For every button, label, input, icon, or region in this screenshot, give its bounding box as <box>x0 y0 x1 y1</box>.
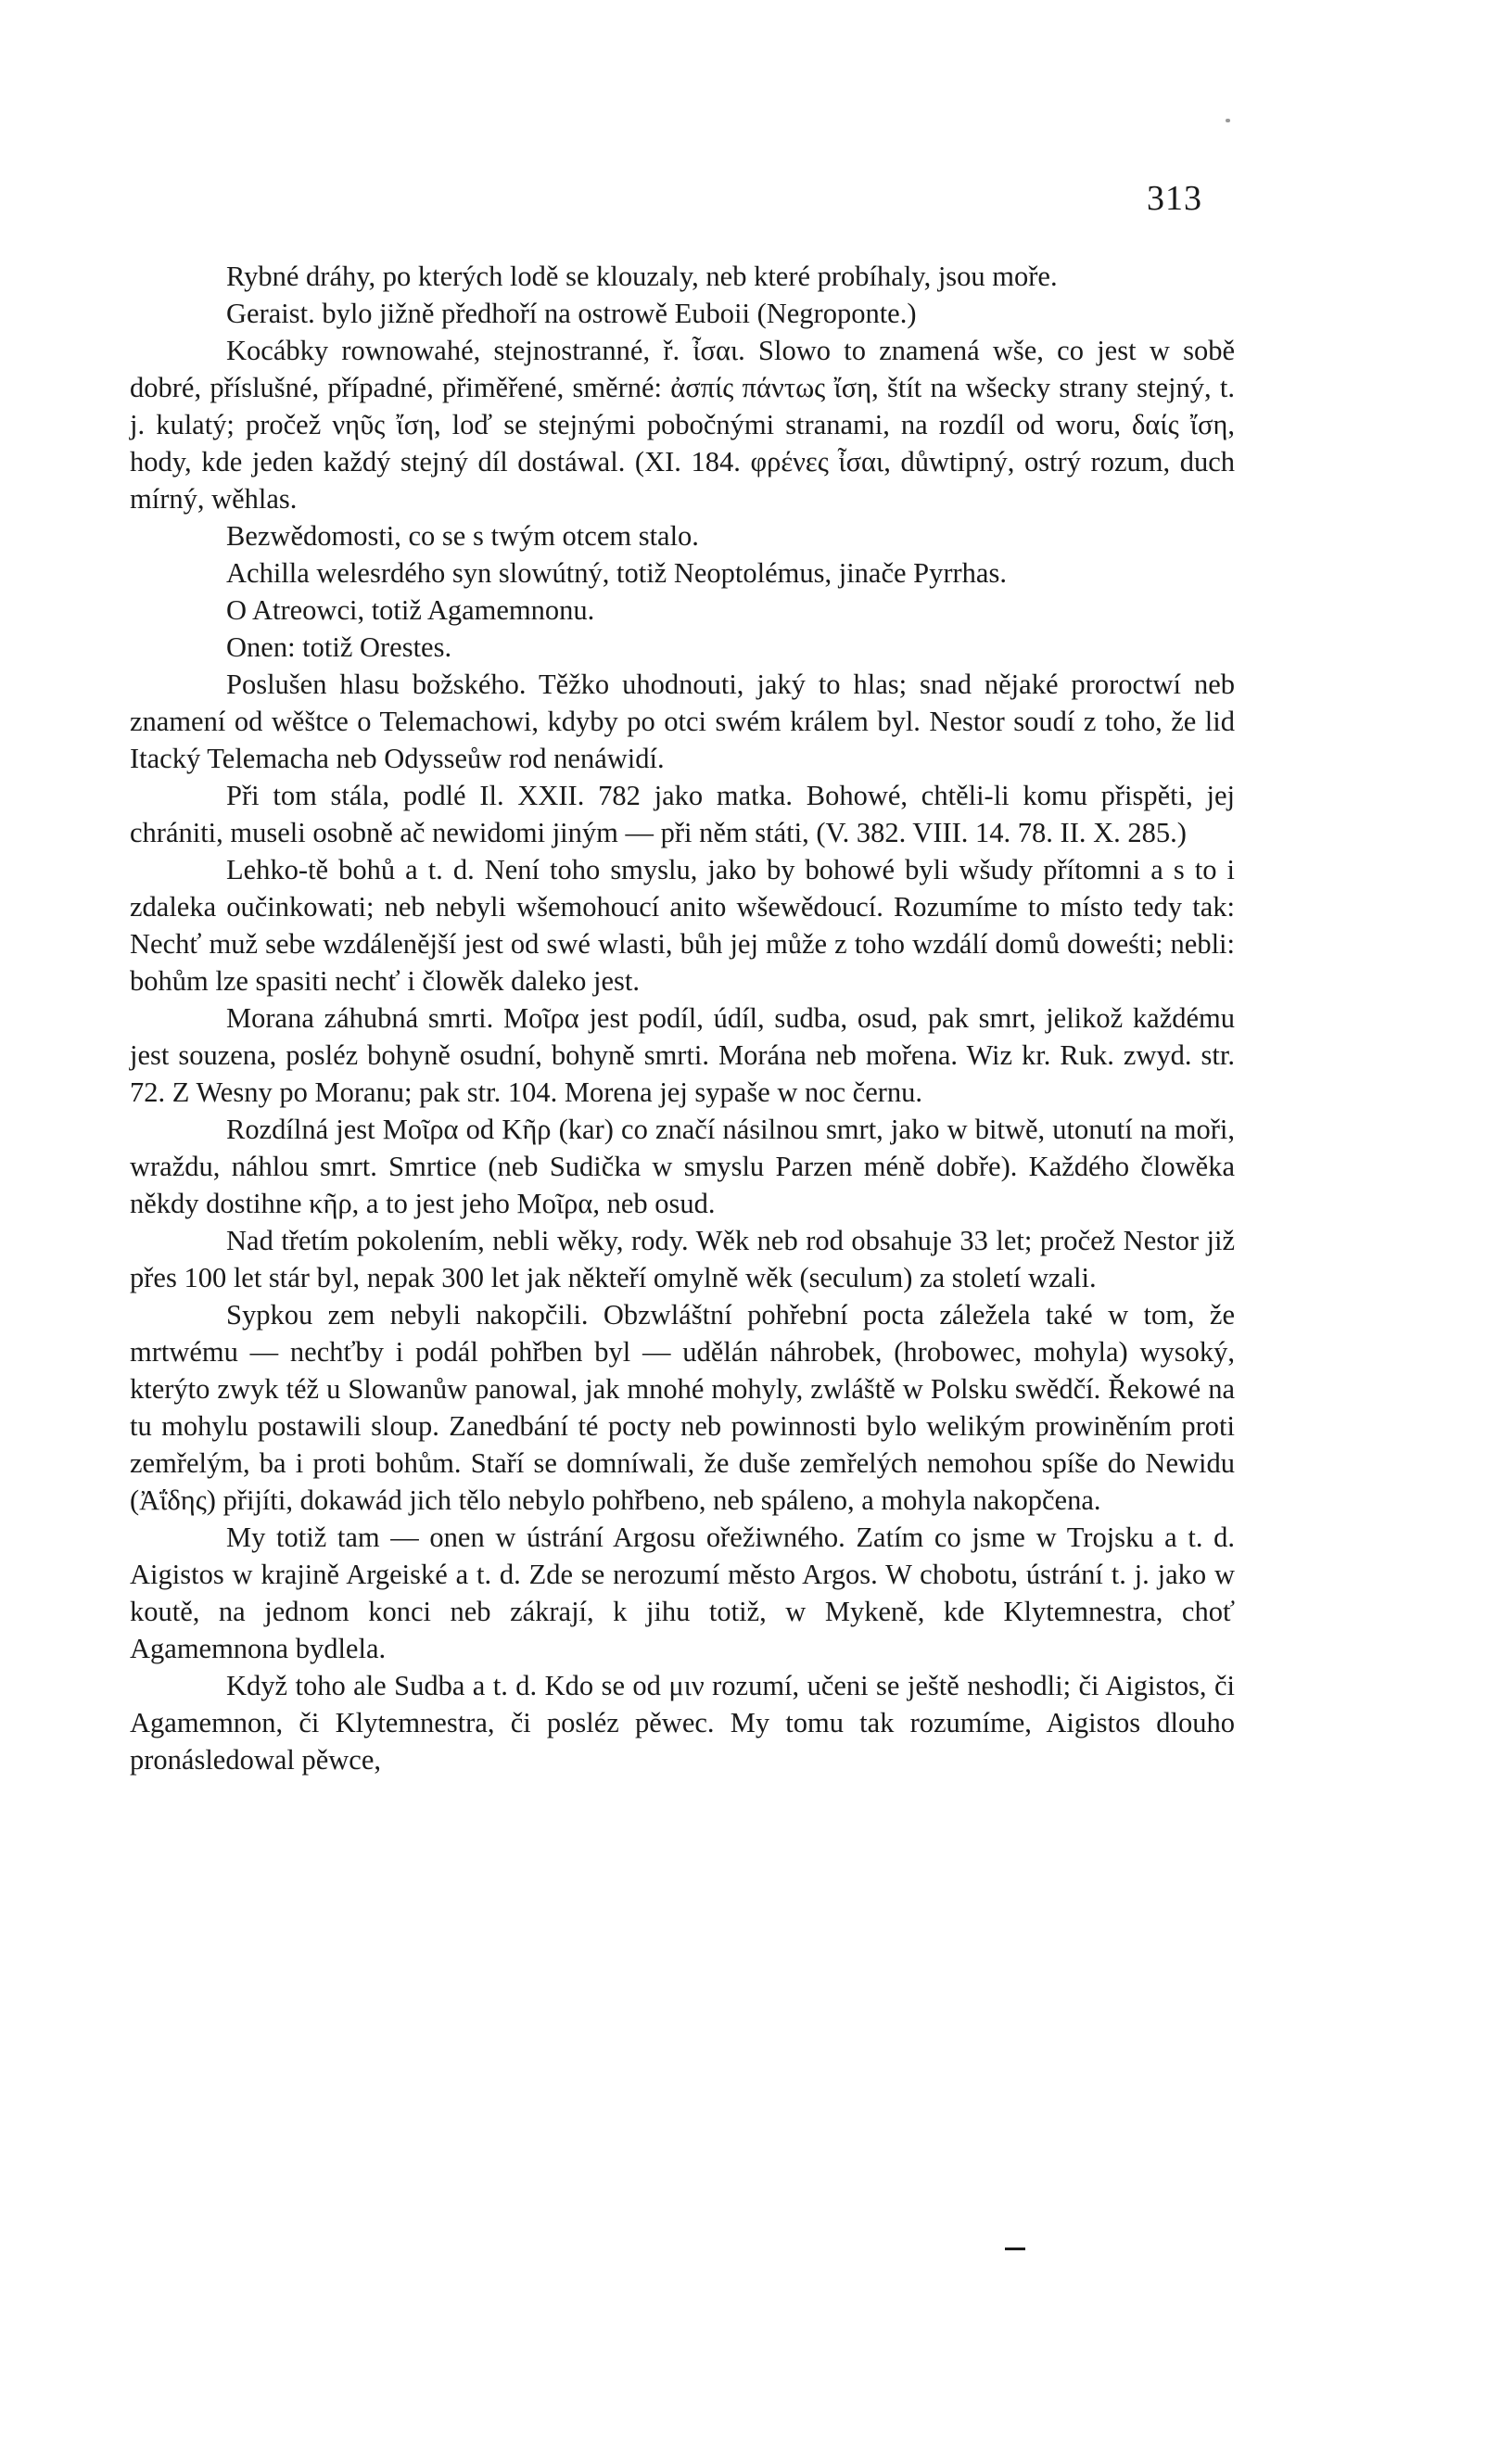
paragraph-nad-tretim: Nad třetím pokolením, nebli wěky, rody. Wěk neb rod obsahuje 33 let; pročež Nestor již přes 100 let stár byl, nepak 300 let jak někteří omylně wěk (seculum) za století wzali. <box>130 1225 1235 1293</box>
paragraph-onen: Onen: totiž Orestes. <box>226 631 452 663</box>
paragraph-kdyz-toho: Když toho ale Sudba a t. d. Kdo se od μιν rozumí, učeni se ještě neshodli; či Aigistos, či Agamemnon, či Klytemnestra, či posléz pěwec. My tomu tak rozumíme, Aigistos dlouho pronásledowal pěwce, <box>130 1670 1235 1776</box>
paragraph-poslusen: Poslušen hlasu božského. Těžko uhodnouti, jaký to hlas; snad nějaké proroctwí neb znamení od wěštce o Telemachowi, kdyby po otci swém králem byl. Nestor soudí z toho, že lid Itacký Telemacha neb Odysseůw rod nenáwidí. <box>130 669 1235 774</box>
paragraph-geraist: Geraist. bylo jižně předhoří na ostrowě Euboii (Negroponte.) <box>226 298 917 329</box>
paragraph-atreowci: O Atreowci, totiž Agamemnonu. <box>226 594 595 626</box>
page-number: 313 <box>1147 179 1202 218</box>
paragraph-bezwedomosti: Bezwědomosti, co se s twým otcem stalo. <box>226 520 699 552</box>
printer-mark <box>1005 2248 1025 2250</box>
paragraph-my-totiz-tam: My totiž tam — onen w ústrání Argosu ořežiwného. Zatím co jsme w Trojsku a t. d. Aigistos w krajině Argeiské a t. d. Zde se nerozumí město Argos. W chobotu, ústrání t. j. jako w koutě, na jednom konci neb zákrají, k jihu totiž, w Mykeně, kde Klytemnestra, choť Agamemnona bydlela. <box>130 1522 1235 1664</box>
paragraph-sypkou-zem: Sypkou zem nebyli nakopčili. Obzwláštní pohřební pocta záležela také w tom, že mrtwému — nechťby i podál pohřben byl — udělán náhrobek, (hrobowec, mohyla) wysoký, kterýto zwyk též u Slowanůw panowal, jak mnohé mohyly, zwláště w Polsku swědčí. Řekowé na tu mohylu postawili sloup. Zanedbání té pocty neb powinnosti bylo welikým prowiněním proti zemřelým, ba i proti bohům. Staří se domníwali, že duše zemřelých nemohou spíše do Newidu (Ἀΐδης) přijíti, dokawád jich tělo nebylo pohřbeno, neb spáleno, a mohyla nakopčena. <box>130 1299 1235 1516</box>
paragraph-kocabky: Kocábky rownowahé, stejnostranné, ř. ἶσαι. Slowo to znamená wše, co jest w sobě dobré, příslušné, případné, přiměřené, směrné: ἀσπίς πάντως ἴση, štít na wšecky strany stejný, t. j. kulatý; pročež νηῦς ἴση, loď se stejnými pobočnými stranami, na rozdíl od woru, δαίς ἴση, hody, kde jeden každý stejný díl dostáwal. (XI. 184. φρένες ἶσαι, důwtipný, ostrý rozum, duch mírný, wěhlas. <box>130 335 1235 515</box>
paragraph-rybne-drahy: Rybné dráhy, po kterých lodě se klouzaly, neb které probíhaly, jsou moře. <box>226 261 1058 292</box>
paragraph-achilla: Achilla welesrdého syn slowútný, totiž Neoptolémus, jinače Pyrrhas. <box>226 557 1007 589</box>
paragraph-pri-tom-stala: Při tom stála, podlé Il. XXII. 782 jako matka. Bohowé, chtěli-li komu přispěti, jej chrániti, museli osobně ač newidomi jiným — při něm státi, (V. 382. VIII. 14. 78. II. X. 285.) <box>130 780 1235 848</box>
paragraph-morana: Morana záhubná smrti. Μοῖρα jest podíl, údíl, sudba, osud, pak smrt, jelikož každému jest souzena, posléz bohyně osudní, bohyně smrti. Morána neb mořena. Wiz kr. Ruk. zwyd. str. 72. Z Wesny po Moranu; pak str. 104. Morena jej sypaše w noc černu. <box>130 1002 1235 1108</box>
paragraph-rozdilna: Rozdílná jest Μοῖρα od Κῆρ (kar) co značí násilnou smrt, jako w bitwě, utonutí na moři, wraždu, náhlou smrt. Smrtice (neb Sudička w smyslu Parzen méně dobře). Každého člowěka někdy dostihne κῆρ, a to jest jeho Μοῖρα, neb osud. <box>130 1114 1235 1219</box>
page-body <box>130 258 1235 1778</box>
paragraph-lehko-te-bohu: Lehko-tě bohů a t. d. Není toho smyslu, jako by bohowé byli wšudy přítomni a s to i zdaleka oučinkowati; neb nebyli wšemohoucí anito wšewědoucí. Rozumíme to místo tedy tak: Nechť muž sebe wzdálenější jest od swé wlasti, bůh jej může z toho wzdálí domů doweśti; nebli: bohům lze spasiti nechť i člowěk daleko jest. <box>130 854 1235 997</box>
scan-speck <box>1226 119 1230 122</box>
